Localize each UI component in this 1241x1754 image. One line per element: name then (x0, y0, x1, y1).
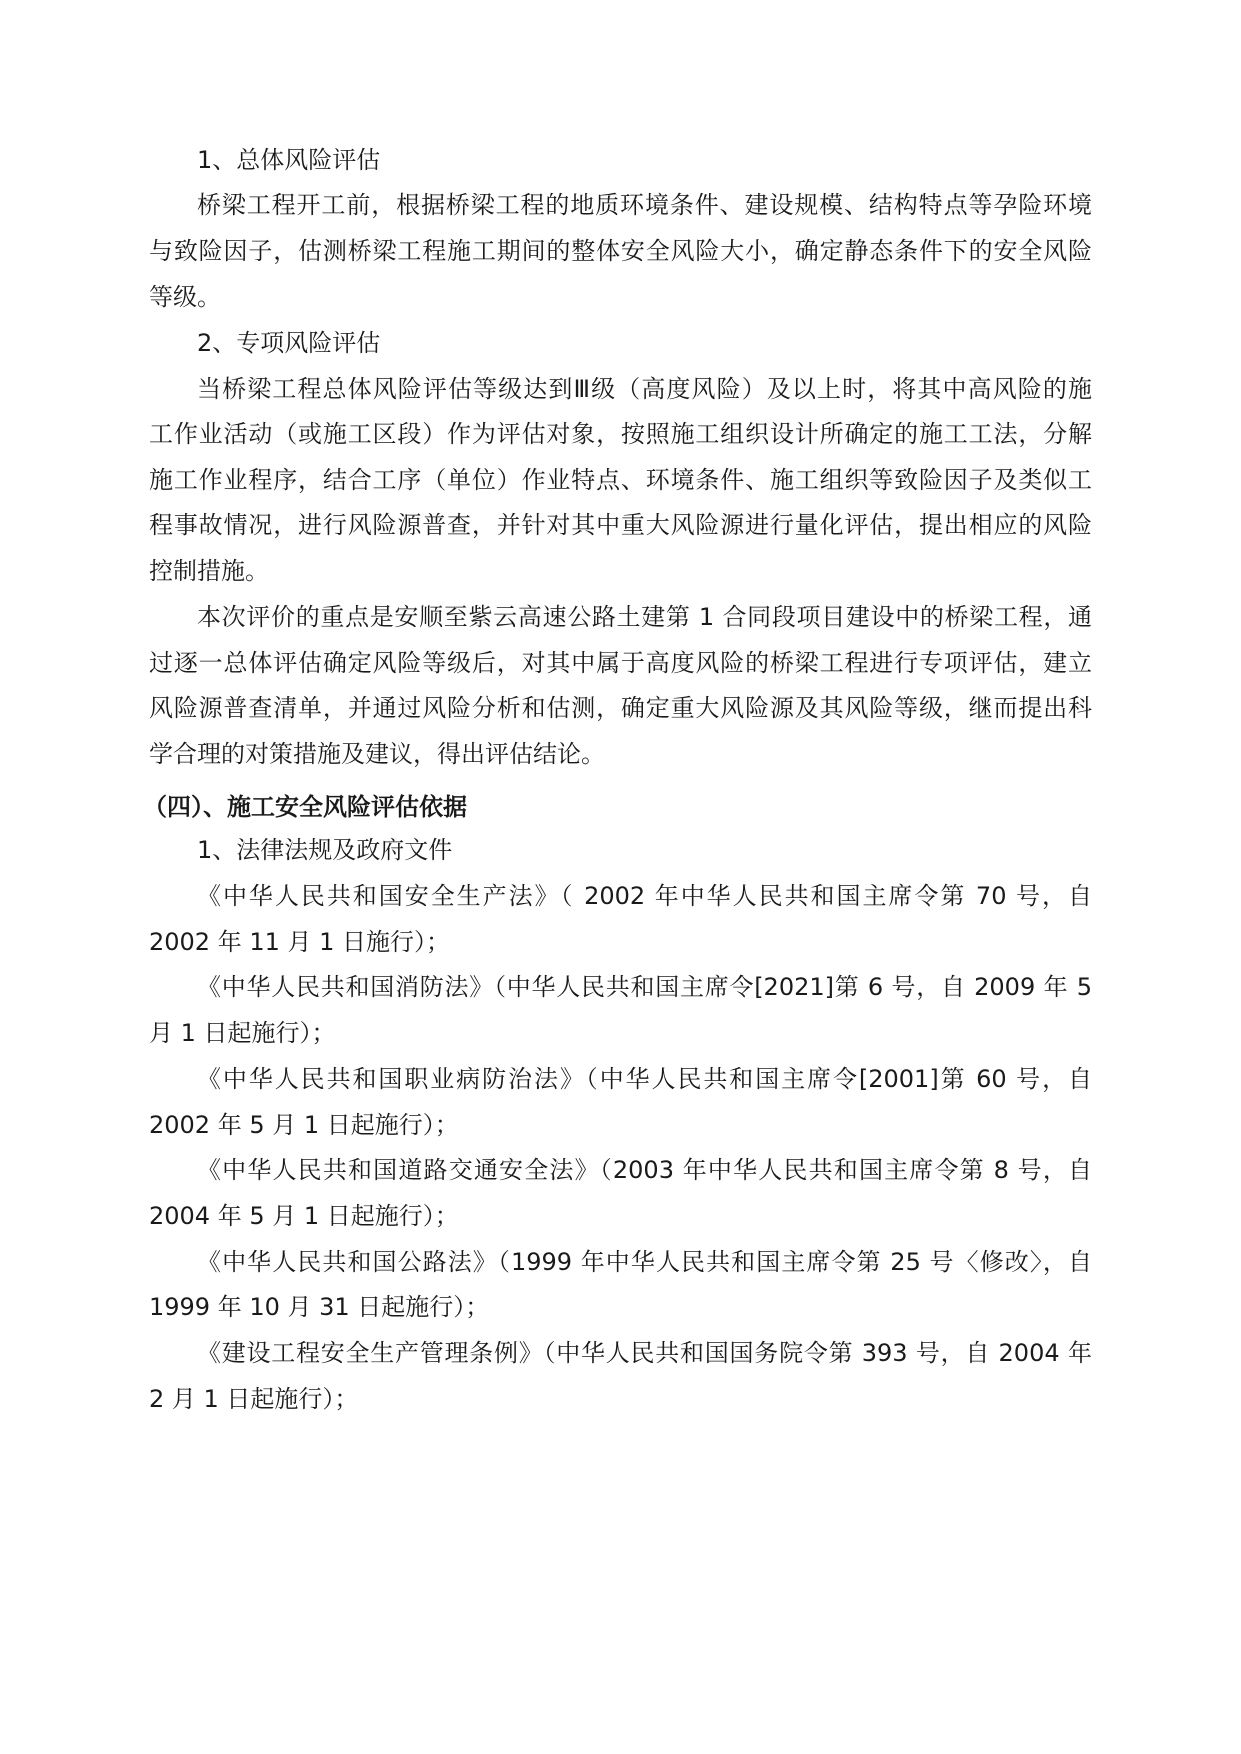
law-item-line: 《中华人民共和国消防法》（中华人民共和国主席令[2021]第 6 号，自 2009 年 5 (197, 973, 1092, 1001)
section-title-special-risk: 2、专项风险评估 (197, 329, 381, 357)
paragraph-line: 等级。 (149, 283, 221, 311)
paragraph-line: 过逐一总体评估确定风险等级后，对其中属于高度风险的桥梁工程进行专项评估，建立 (149, 649, 1092, 677)
paragraph-line: 学合理的对策措施及建议，得出评估结论。 (149, 740, 605, 768)
paragraph-line: 本次评价的重点是安顺至紫云高速公路土建第 1 合同段项目建设中的桥梁工程，通 (197, 603, 1092, 631)
law-item-line: 2002 年 11 月 1 日施行）； (149, 928, 451, 956)
paragraph-line: 工作业活动（或施工区段）作为评估对象，按照施工组织设计所确定的施工工法，分解 (149, 420, 1092, 448)
paragraph-line: 风险源普查清单，并通过风险分析和估测，确定重大风险源及其风险等级，继而提出科 (149, 694, 1092, 722)
paragraph-line: 程事故情况，进行风险源普查，并针对其中重大风险源进行量化评估，提出相应的风险 (149, 511, 1092, 539)
section-heading-basis: （四）、施工安全风险评估依据 (143, 793, 467, 821)
law-item-line: 《中华人民共和国公路法》（1999 年中华人民共和国主席令第 25 号〈修改〉，自 (197, 1248, 1092, 1276)
paragraph-line: 当桥梁工程总体风险评估等级达到Ⅲ级（高度风险）及以上时，将其中高风险的施 (197, 375, 1092, 403)
law-item-line: 月 1 日起施行）； (149, 1019, 336, 1047)
paragraph-line: 桥梁工程开工前，根据桥梁工程的地质环境条件、建设规模、结构特点等孕险环境 (197, 191, 1092, 219)
subsection-title-laws: 1、法律法规及政府文件 (197, 836, 453, 864)
law-item-line: 《中华人民共和国职业病防治法》（中华人民共和国主席令[2001]第 60 号，自 (197, 1065, 1092, 1093)
law-item-line: 2002 年 5 月 1 日起施行）； (149, 1111, 459, 1139)
law-item-line: 2004 年 5 月 1 日起施行）； (149, 1202, 459, 1230)
paragraph-line: 控制措施。 (149, 557, 269, 585)
law-item-line: 《建设工程安全生产管理条例》（中华人民共和国国务院令第 393 号，自 2004 年 (197, 1339, 1092, 1367)
paragraph-line: 与致险因子，估测桥梁工程施工期间的整体安全风险大小，确定静态条件下的安全风险 (149, 237, 1092, 265)
paragraph-line: 施工作业程序，结合工序（单位）作业特点、环境条件、施工组织等致险因子及类似工 (149, 466, 1092, 494)
law-item-line: 1999 年 10 月 31 日起施行）； (149, 1293, 490, 1321)
law-item-line: 2 月 1 日起施行）； (149, 1385, 359, 1413)
law-item-line: 《中华人民共和国道路交通安全法》（2003 年中华人民共和国主席令第 8 号，自 (197, 1156, 1092, 1184)
section-title-overall-risk: 1、总体风险评估 (197, 146, 381, 174)
law-item-line: 《中华人民共和国安全生产法》（ 2002 年中华人民共和国主席令第 70 号，自 (197, 882, 1092, 910)
